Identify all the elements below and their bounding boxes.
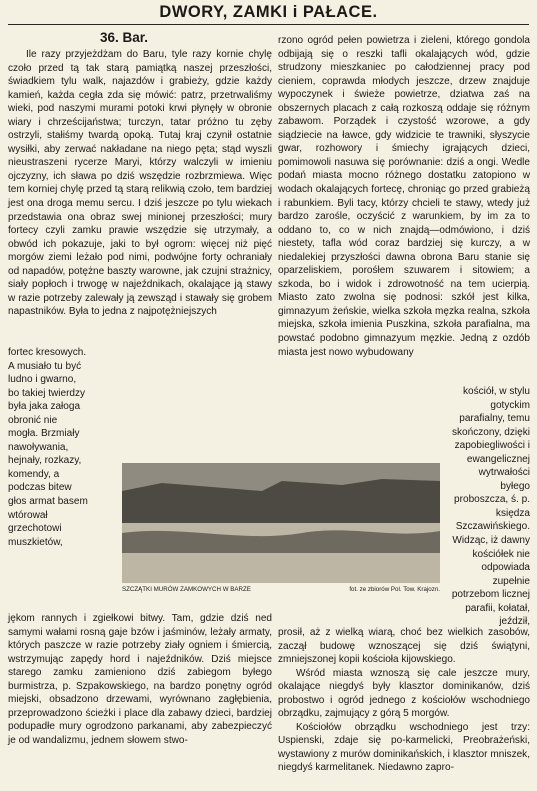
page-header — [0, 0, 537, 24]
left-column-continued — [8, 612, 272, 747]
right-narrow-text: kościół, w stylu gotyckim parafialny, temu skończony, dzięki zapobiegliwości i ewangelicznej wytrwałości byłego proboszcza, ś. p. księdza Szczawińskiego. Widząc, iż dawny kościółek nie odpowiada zupełnie potrzebom licznej parafii, kołatał, jeździł, — [451, 386, 530, 628]
right-paragraph-1: prosił, aż z wielką wiarą, choć bez wielkich zasobów, zaczął budowę wznoszącej się dziś świątyni, zmniejszonej kopii kościoła kijowskiego. — [278, 627, 530, 666]
page-title: DWORY, ZAMKI i PAŁACE. — [159, 3, 378, 21]
right-paragraph: rzono ogród pełen powietrza i zieleni, którego gondola odbijają się o reszki tafli okalających wód, gdzie strudzony mieszkaniec po całodziennej pracy pod cieniem, coprawda młodych jeszcze, drzew znajduje wypoczynek i świeże powietrze, dziatwa zaś na obszernych placach z całą rozkoszą oddaje się różnym zabawom. Porządek i czystość wzorowe, a gdy siądziecie na ławce, gdy widzicie te trawniki, słyszycie gwar, rozhowory i śmiechy igrających dzieci, pomimowoli nasuwa się porównanie: dziś a ongi. Wedle podań miasta mocno różnego dostatku zatopiono w wodach okalających fortecę, chroniąc go przed grabieżą i rabunkiem. Byli tacy, którzy chcieli te stawy, wtedy już bardzo zarośle, oczyścić z warunkiem, by im za to oddano to, co w nich znajdą—odmówiono, i dziś niestety, tafla wód coraz bardziej się kurczy, a w niedalekiej przyszłości dawna obrona Baru stanie się oparzeliskiem, porośłem szuwarem i sitowiem; a szkoda, bo i widok i zdrowotność na tem ucierpią. Miasto zato zwolna się podnosi: szkół jest kilka, gimnazyum żeńskie, wielka szkoła męzka realna, szkoła miejska, szkoła imienia Puszkina, szkoła parafialna, ma powstać podobno gimnazyum męzkie. Jedną z ozdób miasta jest nowo wybudowany — [278, 35, 530, 358]
castle-ruins-photo — [122, 463, 440, 583]
right-paragraph-2: Wśród miasta wznoszą się cale jeszcze mury, okalające niegdyś były klasztor dominikanów, dziś probostwo i ogród jednego z kościołów wschodniego obrządku, zajmujący z górą 5 morgów. — [278, 667, 530, 720]
left-paragraph-continued: jękom rannych i zgiełkowi bitwy. Tam, gdzie dziś ned samymi wałami rosną gaje bzów i jaśminów, leżały armaty, których paszcze w razie potrzeby ziały ogniem i śmiercią, wstrzymując zapędy hord i najeźdników. Dziś miejsce starego zamku zamieniono dziś zabiegom byłego burmistrza, p. Szpakowskiego, na bardzo ponętny ogród miejski, obsadzono drzewami, wyrównano zagłębienia, przeprowadzono ścieżki i place dla zabawy dzieci, bardziej podupadłe mury ogrodzono parkanami, aby zabezpieczyć je od wandalizmu, jednem słowem stwo- — [8, 613, 272, 746]
article-title: 36. Bar. — [100, 30, 149, 45]
caption-credit: fot. ze zbiorów Pol. Tow. Krajozn. — [349, 586, 440, 593]
right-column-text — [278, 34, 530, 359]
right-paragraph-3: Kościołów obrządku wschodniego jest trzy: Uspienski, zdaje się po-karmelicki, Preobrażeński, wystawiony z murów dominikańskich, i klasztor mniszek, niegdyś karmelitanek. Niedawno zapro- — [278, 721, 530, 774]
header-rule — [8, 24, 529, 25]
left-paragraph: Ile razy przyjeżdżam do Baru, tyle razy kornie chylę czoło przed tą tak starą pamiątką naszej przeszłości, świadkiem tylu walk, najazdów i grabieży, gdzie każdy kamień, każda cegła zda się mówić: patrz, przetrwaliśmy wieki, pod naszymi murami potoki krwi płynęły w obronie wiary i chrześcijaństwa; turczyn, tatar próżno tu zęby ostrzyli, stałiśmy twardą opoką. Tutaj kraj czynił ostatnie wysiłki, aby zerwać nakładane na niego pęta; stąd wyszli nieustraszeni rycerze Maryi, którzy walczyli w imieniu ojczyzny, ich sława po dziś wszędzie rozbrzmiewa. Więc tem korniej chylę przed tą starą relikwią czoło, tem bardziej jest ona droga memu sercu. I dziś jeszcze po tylu wiekach przedstawia ona obraz swej minionej przeszłości; mury fortecy czyli zamku prawie wszędzie się utrzymały, a obwód ich pokazuje, jaki to był ogrom: więcej niż pięć morgów ziemi leżało pod nimi, podwójne forty ochraniały od napadów, potężne baszty warowne, jak czujni strażnicy, siały popłoch i trwogę w najeźdnikach, okalające ją stawy w razie potrzeby zalewały ją zewsząd i stawały się grobem napastników. Była to jedna z najpotężniejszych — [8, 49, 272, 318]
photo-image — [122, 463, 440, 583]
right-column-continued — [278, 626, 530, 775]
caption-title: SZCZĄTKI MURÓW ZAMKOWYCH W BARZE — [122, 586, 251, 593]
left-narrow-text: fortec kresowych. A musiało tu być ludno i gwarno, bo takiej twierdzy była jaka załoga obronić nie mogła. Brzmiały nawoływania, hejnały, rozkazy, komendy, a podczas bitew głos armat basem wtórował grzechotowi muszkietów, — [8, 347, 88, 548]
left-column-text — [8, 48, 272, 319]
